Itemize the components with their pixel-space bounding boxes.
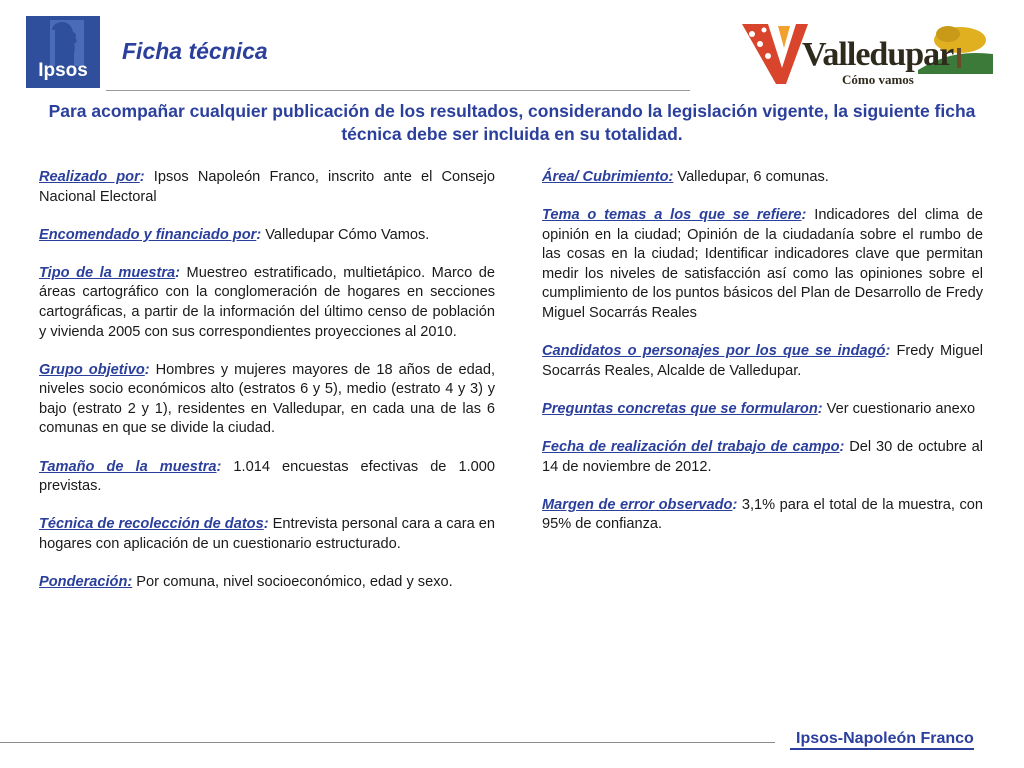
ipsos-logo [26, 16, 100, 88]
spec-fecha: Fecha de realización del trabajo de campo: Del 30 de octubre al 14 de noviembre de 2012. [542, 438, 984, 475]
valledupar-logo-subtitle: Cómo vamos [842, 72, 914, 87]
spec-candidatos: Candidatos o personajes por los que se indagó: Fredy Miguel Socarrás Reales, Alcalde de Valledupar. [542, 343, 984, 379]
intro-text: Para acompañar cualquier publicación de los resultados, considerando la legislación vigente, la siguiente ficha técnica debe ser incluida en su totalidad. [48, 101, 976, 144]
title-divider [106, 90, 690, 91]
footer-brand: Ipsos-Napoleón Franco [790, 730, 974, 750]
spec-preguntas: Preguntas concretas que se formularon: Ver cuestionario anexo [542, 400, 976, 417]
left-column [39, 168, 495, 611]
spec-realizado-por: Realizado por: Ipsos Napoleón Franco, inscrito ante el Consejo Nacional Electoral [39, 169, 496, 205]
spec-margen-error: Margen de error observado: 3,1% para el total de la muestra, con 95% de confianza. [542, 496, 984, 533]
spec-tecnica-recoleccion: Técnica de recolección de datos: Entrevista personal cara a cara en hogares con aplicación de un cuestionario estructurado. [39, 516, 495, 552]
spec-area-cubrimiento: Área/ Cubrimiento: Valledupar, 6 comunas. [542, 169, 829, 185]
spec-ponderacion: Ponderación: Por comuna, nivel socioeconómico, edad y sexo. [39, 573, 453, 590]
spec-grupo-objetivo: Grupo objetivo: Hombres y mujeres mayores de 18 años de edad, niveles socio económicos alto (estratos 6 y 5), medio (estrato 4 y 3) y bajo (estrato 2 y 1), residentes en Valledupar, en cada una de las 6 comunas en que se divide la ciudad. [39, 361, 496, 437]
spec-temas: Tema o temas a los que se refiere: Indicadores del clima de opinión en la ciudad; Opinión de la ciudadanía sobre el rumbo de las cosas en la ciudad; Identificar indicadores clave que permitan medir los niveles de satisfacción así como las opiniones sobre el cumplimiento de los puntos básicos del Plan de Desarrollo de Fredy Miguel Socarrás Reales [542, 207, 983, 322]
valledupar-logo [738, 18, 996, 92]
spec-tipo-muestra: Tipo de la muestra: Muestreo estratificado, multietápico. Marco de áreas cartográfico con la conglomeración de hogares en secciones cartográficas, a partir de la información del último censo de población y vivienda 2005 con sus correspondientes proyecciones al 2010. [39, 264, 495, 340]
ipsos-logo-text: Ipsos [38, 60, 88, 81]
valledupar-logo-name: Valledupar [802, 36, 954, 73]
right-column [542, 168, 983, 553]
footer-divider [0, 742, 775, 743]
spec-encomendado: Encomendado y financiado por: Valledupar Cómo Vamos. [39, 226, 430, 243]
page-title: Ficha técnica [122, 38, 268, 64]
spec-tamano-muestra: Tamaño de la muestra: 1.014 encuestas efectivas de 1.000 previstas. [39, 458, 495, 495]
